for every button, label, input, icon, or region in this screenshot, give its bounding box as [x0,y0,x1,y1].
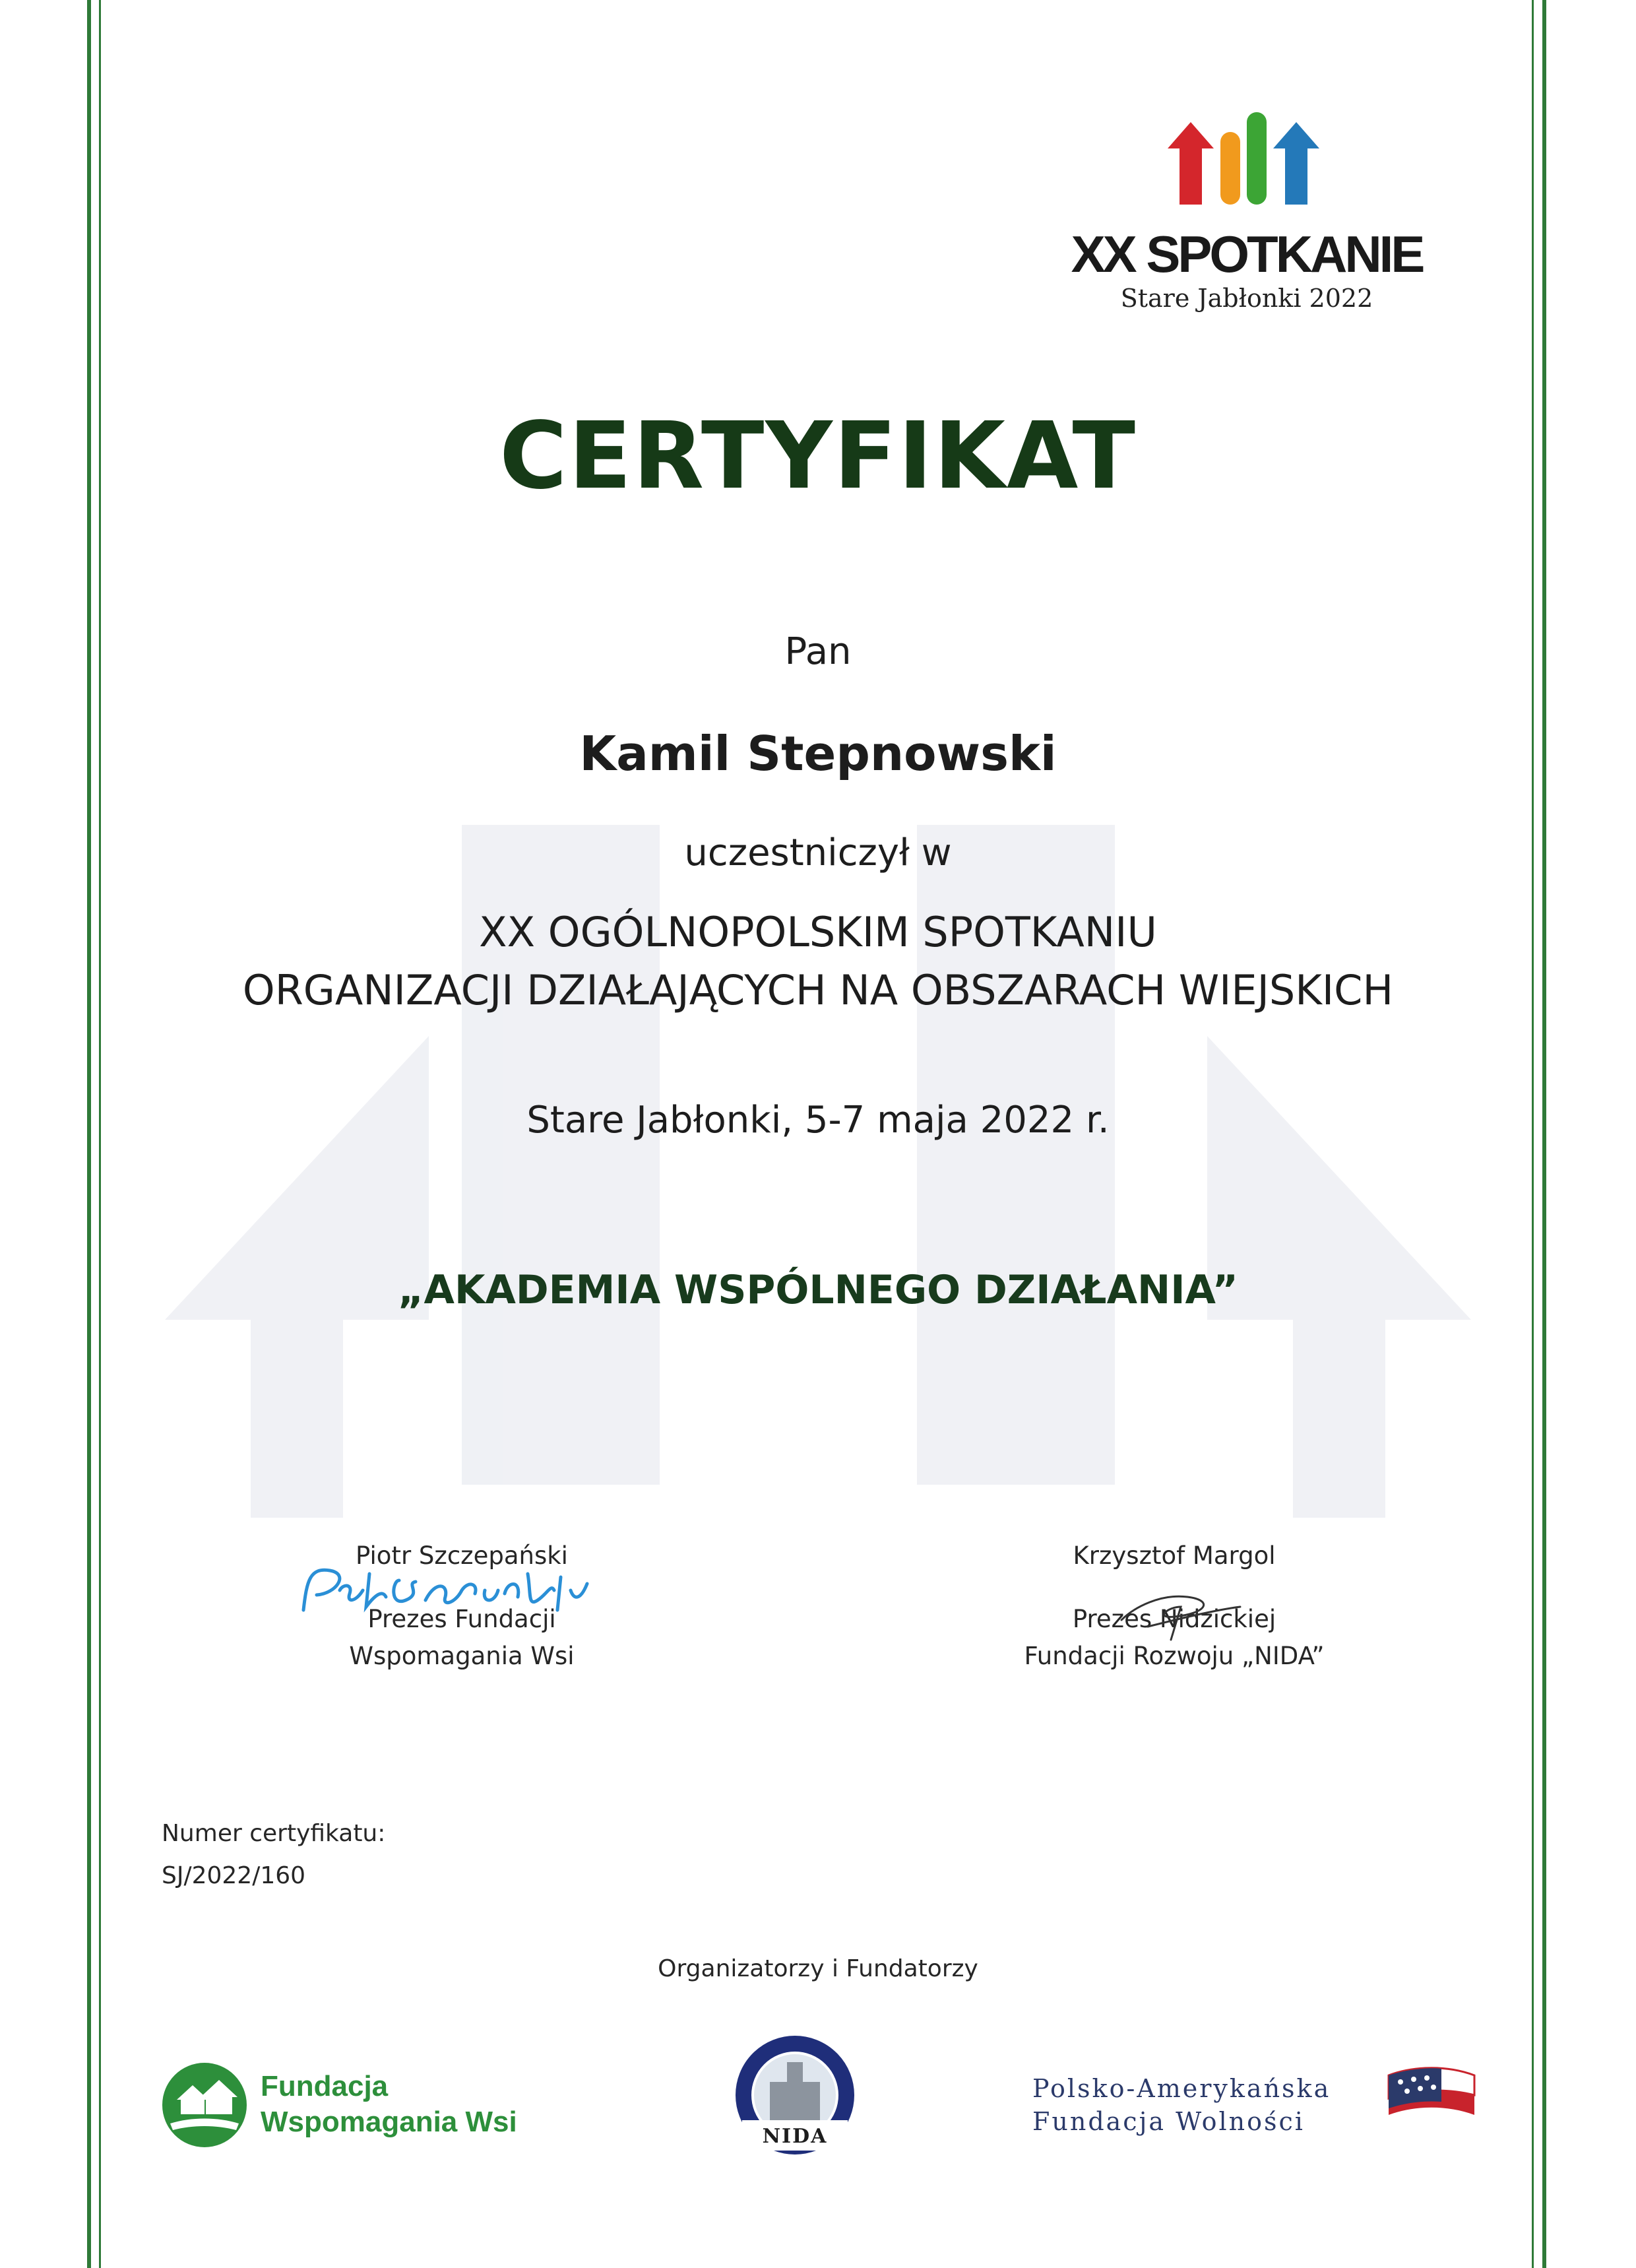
event-motto: „AKADEMIA WSPÓLNEGO DZIAŁANIA” [398,1267,1238,1313]
certificate-number-value: SJ/2022/160 [162,1862,306,1889]
nida-logo [729,2036,861,2155]
participation-text: uczestniczył w [684,831,952,874]
certificate-number-block [162,1815,385,1895]
certificate-title: CERTYFIKAT [499,403,1137,510]
signer-name: Krzysztof Margol [1073,1541,1276,1570]
certificate-number-label: Numer certyfikatu: [162,1820,386,1847]
pafw-flag-icon [1382,2062,1481,2155]
fww-logo-icon [158,2059,251,2151]
fww-logo-line2: Wspomagania Wsi [261,2106,517,2138]
salutation: Pan [784,630,852,673]
pafw-logo-text [1032,2072,1331,2138]
event-logo-title: XX SPOTKANIE [1071,225,1423,283]
event-logo-icon [1168,106,1339,211]
handwritten-signature-left [290,1554,646,1627]
event-logo-subtitle: Stare Jabłonki 2022 [1120,284,1373,313]
event-name-line-1: XX OGÓLNOPOLSKIM SPOTKANIU [479,908,1157,956]
handwritten-signature-right [1108,1580,1253,1660]
signer-role: Fundacji Rozwoju „NIDA” [1024,1642,1325,1670]
event-place-date: Stare Jabłonki, 5-7 maja 2022 r. [526,1099,1110,1142]
signer-name: Piotr Szczepański [356,1541,568,1570]
fww-logo-text [261,2069,517,2140]
fww-logo-line1: Fundacja [261,2070,389,2102]
signer-role: Wspomagania Wsi [349,1642,575,1670]
recipient-name: Kamil Stepnowski [579,726,1057,781]
signer-role: Prezes Fundacji [367,1605,556,1633]
pafw-logo-line2: Fundacja Wolności [1032,2107,1305,2136]
nida-logo-text: NIDA [762,2125,828,2148]
organizers-heading: Organizatorzy i Fundatorzy [658,1955,978,1982]
signer-role: Prezes Nidzickiej [1072,1605,1276,1633]
event-name-line-2: ORGANIZACJI DZIAŁAJĄCYCH NA OBSZARACH WIEJSKICH [242,966,1394,1014]
pafw-logo-line1: Polsko-Amerykańska [1032,2074,1331,2103]
